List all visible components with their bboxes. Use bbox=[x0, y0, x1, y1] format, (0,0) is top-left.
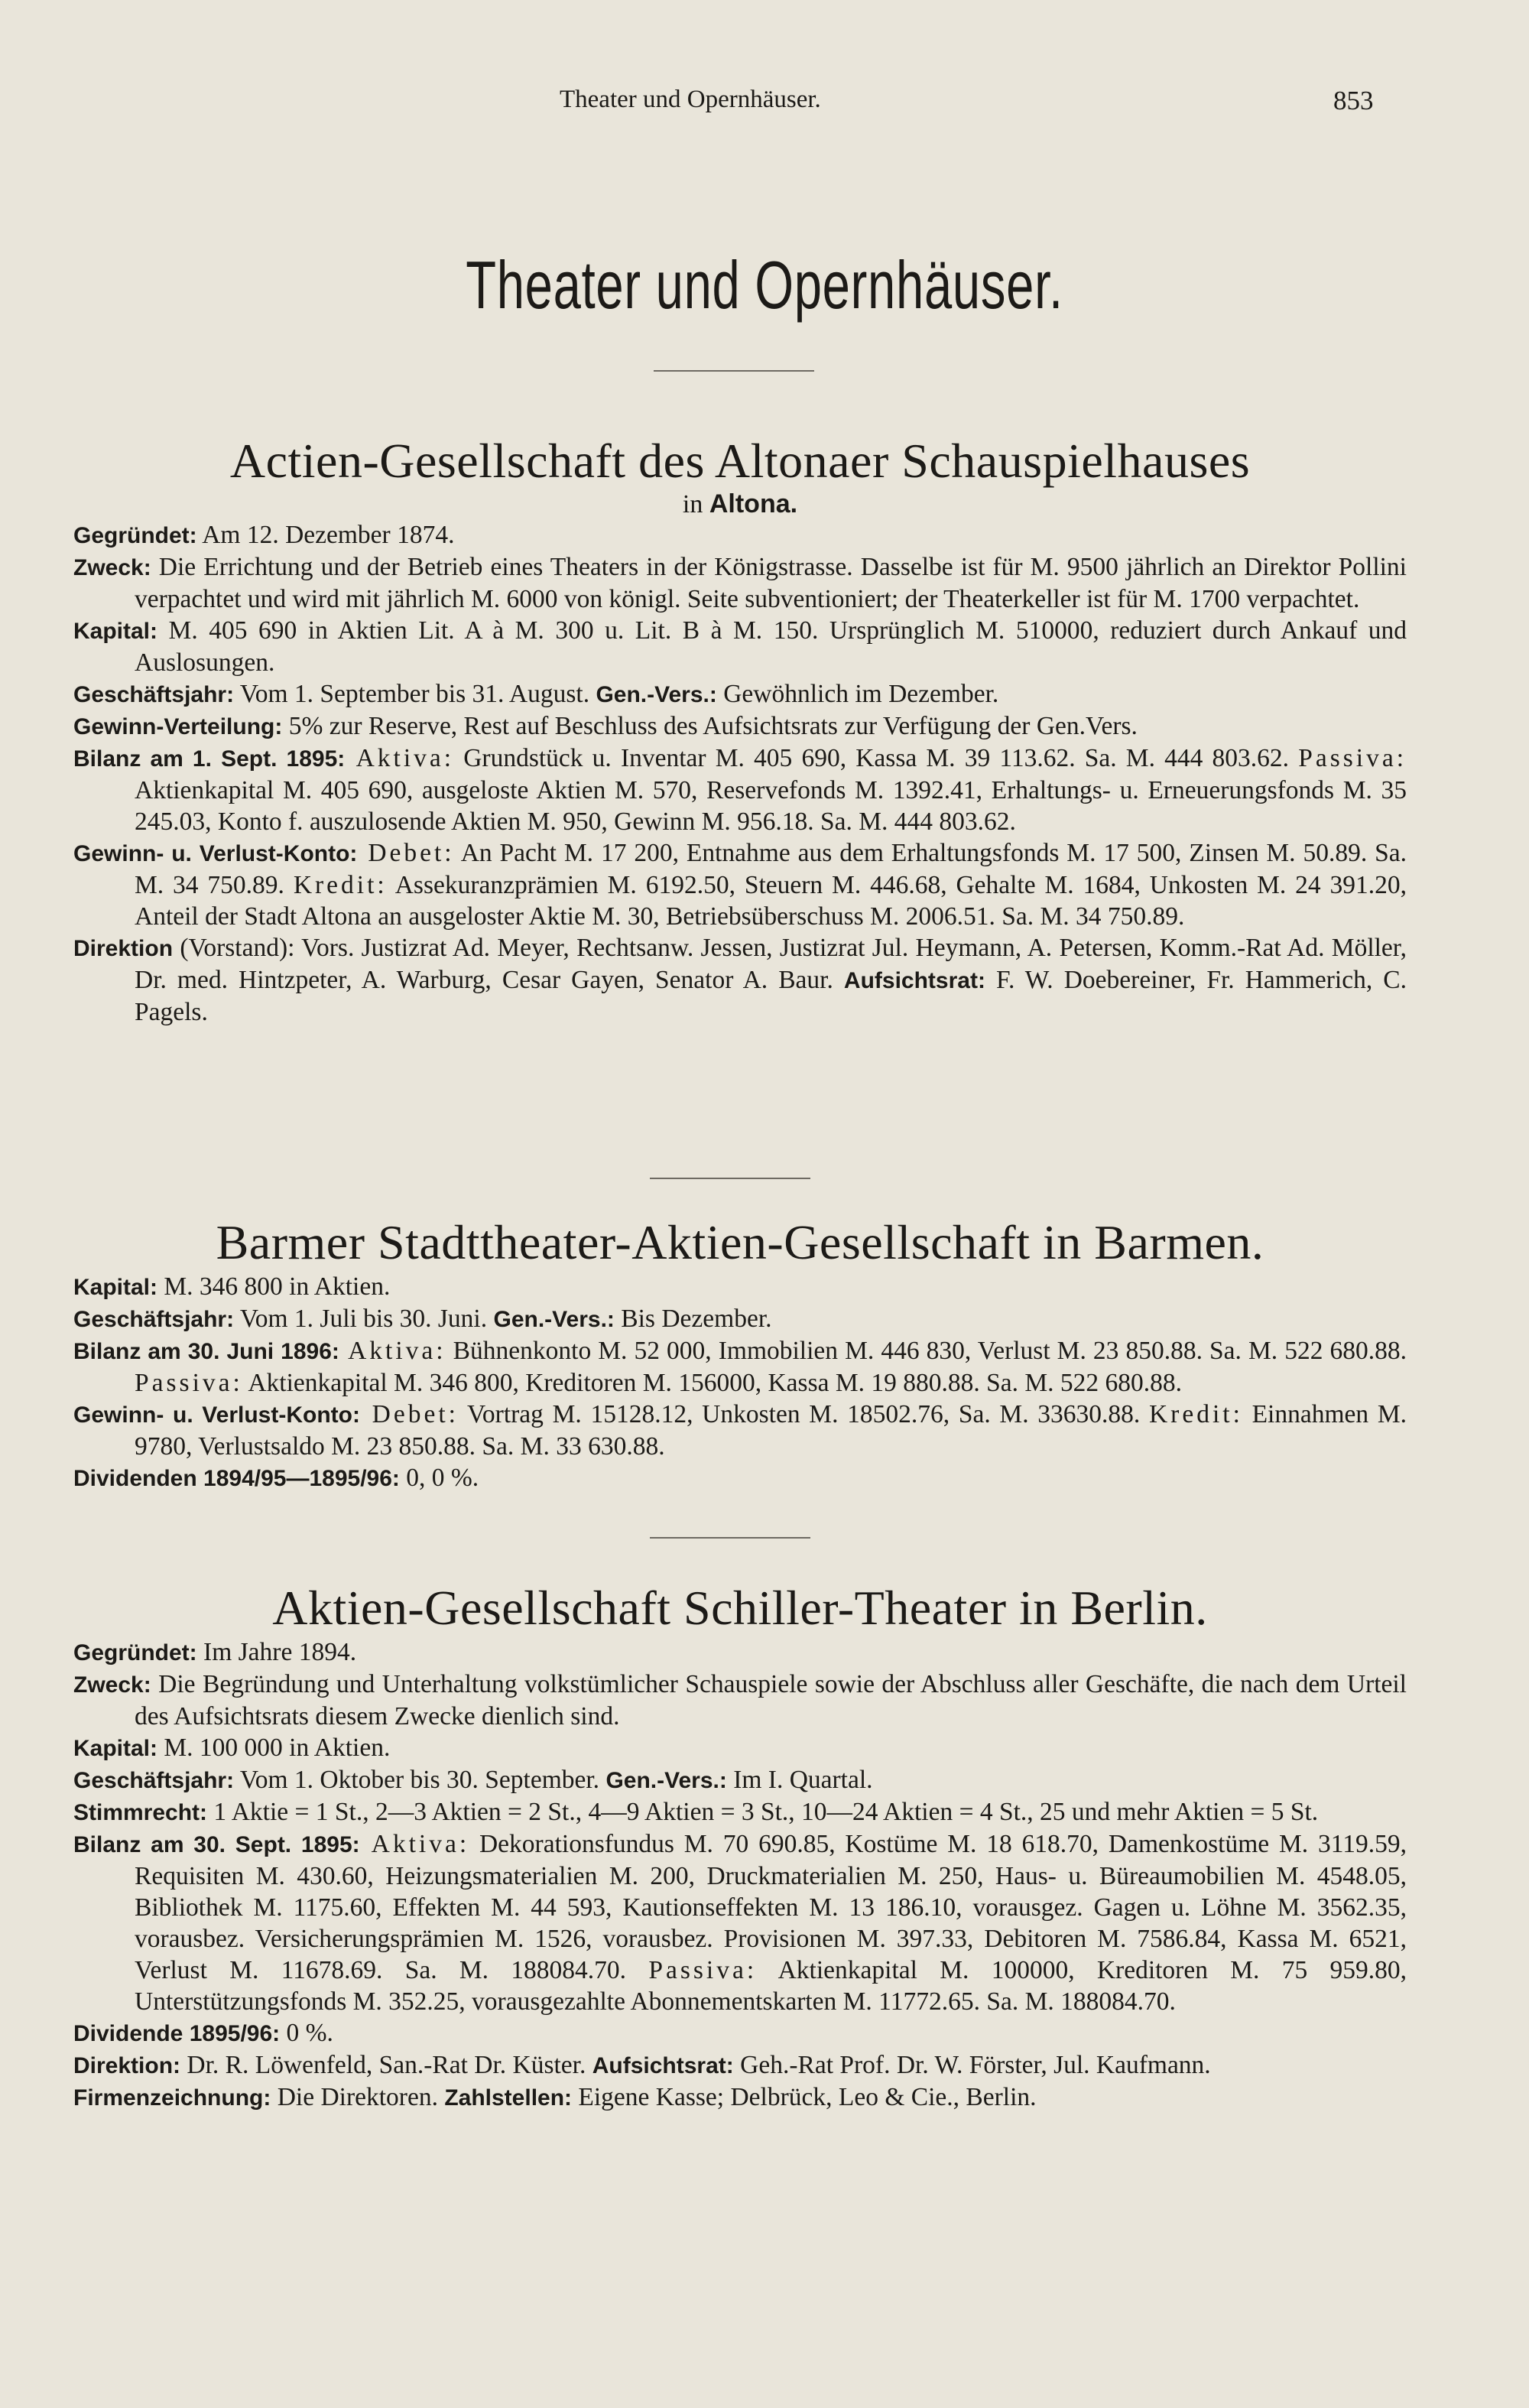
company-location: in Altona. bbox=[682, 489, 798, 518]
profit-loss-entry: Gewinn- u. Verlust-Konto: Debet: Vortrag M. 15128.12, Unkosten M. 18502.76, Sa. M. 33630.88. Kredit: Einnahmen M. 9780, Verlustsaldo M. 23 850.88. Sa. M. 33 630.88. bbox=[73, 1400, 1407, 1461]
management-entry: Direktion (Vorstand): Vors. Justizrat Ad. Meyer, Rechtsanw. Jessen, Justizrat Jul. Heymann, A. Petersen, Komm.-Rat Ad. Möller, Dr. med. Hintzpeter, A. Warburg, Cesar Gayen, Senator A. Baur. Aufsichtsrat: F. W. Doebereiner, Fr. Hammerich, C. Pagels. bbox=[73, 934, 1407, 1026]
management-entry: Direktion: Dr. R. Löwenfeld, San.-Rat Dr. Küster. Aufsichtsrat: Geh.-Rat Prof. Dr. W. Förster, Jul. Kaufmann. bbox=[73, 2051, 1211, 2079]
voting-rights-entry: Stimmrecht: 1 Aktie = 1 St., 2—3 Aktien = 2 St., 4—9 Aktien = 3 St., 10—24 Aktien = 4 St., 25 und mehr Aktien = 5 St. bbox=[73, 1798, 1319, 1826]
company-name: Barmer Stadttheater-Aktien-Gesellschaft in Barmen. bbox=[216, 1215, 1264, 1269]
founded-entry: Gegründet: Am 12. Dezember 1874. bbox=[73, 521, 455, 549]
purpose-entry: Zweck: Die Errichtung und der Betrieb eines Theaters in der Königstrasse. Dasselbe ist für M. 9500 jährlich an Direktor Pollini verpachtet und wird mit jährlich M. 6000 von königl. Seite subventioniert; der Theaterkeller ist für M. 1700 verpachtet. bbox=[73, 553, 1407, 613]
founded-entry: Gegründet: Im Jahre 1894. bbox=[73, 1638, 357, 1666]
company-entry-barmen bbox=[73, 1214, 1407, 1494]
balance-entry: Bilanz am 30. Juni 1896: Aktiva: Bühnenkonto M. 52 000, Immobilien M. 446 830, Verlust M. 23 850.88. Sa. M. 522 680.88. Passiva: Aktienkapital M. 346 800, Kreditoren M. 156000, Kassa M. 19 880.88. Sa. M. 522 680.88. bbox=[73, 1337, 1407, 1397]
capital-entry: Kapital: M. 405 690 in Aktien Lit. A à M. 300 u. Lit. B à M. 150. Ursprünglich M. 510000, reduziert durch Ankauf und Auslosungen. bbox=[73, 616, 1407, 677]
company-entry-altona bbox=[73, 433, 1407, 1028]
fiscal-year-entry: Geschäftsjahr: Vom 1. September bis 31. August. Gen.-Vers.: Gewöhnlich im Dezember. bbox=[73, 680, 999, 708]
balance-entry: Bilanz am 30. Sept. 1895: Aktiva: Dekorationsfundus M. 70 690.85, Kostüme M. 18 618.70, Damenkostüme M. 3119.59, Requisiten M. 430.60, Heizungsmaterialien M. 200, Druckmaterialien M. 250, Haus- u. Büreaumobilien M. 4548.05, Bibliothek M. 1175.60, Effekten M. 44 593, Kautionseffekten M. 13 186.10, vorausgez. Gagen u. Löhne M. 3562.35, vorausbez. Versicherungsprämien M. 1526, vorausbez. Provisionen M. 397.33, Debitoren M. 7586.84, Kassa M. 6521, Verlust M. 11678.69. Sa. M. 188084.70. Passiva: Aktienkapital M. 100000, Kreditoren M. 75 959.80, Unterstützungsfonds M. 352.25, vorausgezahlte Abonnementskarten M. 11772.65. Sa. M. 188084.70. bbox=[73, 1830, 1407, 2016]
company-entry-schiller-theater bbox=[73, 1580, 1407, 2114]
purpose-entry: Zweck: Die Begründung und Unterhaltung volkstümlicher Schauspiele sowie der Abschluss aller Geschäfte, die nach dem Urteil des Aufsichtsrats diesem Zwecke dienlich sind. bbox=[73, 1670, 1407, 1730]
running-header bbox=[0, 86, 1529, 132]
running-title: Theater und Opernhäuser. bbox=[560, 86, 821, 113]
page-title: Theater und Opernhäuser. bbox=[466, 247, 1063, 323]
dividend-entry: Dividende 1895/96: 0 %. bbox=[73, 2019, 333, 2047]
capital-entry: Kapital: M. 346 800 in Aktien. bbox=[73, 1272, 391, 1301]
company-name: Actien-Gesellschaft des Altonaer Schauspielhauses bbox=[229, 434, 1251, 488]
signature-entry: Firmenzeichnung: Die Direktoren. Zahlstellen: Eigene Kasse; Delbrück, Leo & Cie., Berlin. bbox=[73, 2083, 1037, 2111]
profit-loss-entry: Gewinn- u. Verlust-Konto: Debet: An Pacht M. 17 200, Entnahme aus dem Erhaltungsfonds M. 17 500, Zinsen M. 50.89. Sa. M. 34 750.89. Kredit: Assekuranzprämien M. 6192.50, Steuern M. 446.68, Gehalte M. 1684, Unkosten M. 24 391.20, Anteil der Stadt Altona an ausgeloster Aktie M. 30, Betriebsüberschuss M. 2006.51. Sa. M. 34 750.89. bbox=[73, 839, 1407, 931]
profit-distribution-entry: Gewinn-Verteilung: 5% zur Reserve, Rest auf Beschluss des Aufsichtsrats zur Verfügung der Gen.Vers. bbox=[73, 712, 1138, 740]
fiscal-year-entry: Geschäftsjahr: Vom 1. Oktober bis 30. September. Gen.-Vers.: Im I. Quartal. bbox=[73, 1766, 873, 1794]
company-name: Aktien-Gesellschaft Schiller-Theater in Berlin. bbox=[272, 1581, 1208, 1635]
balance-entry: Bilanz am 1. Sept. 1895: Aktiva: Grundstück u. Inventar M. 405 690, Kassa M. 39 113.62. Sa. M. 444 803.62. Passiva: Aktienkapital M. 405 690, ausgeloste Aktien M. 570, Reservefonds M. 1392.41, Erhaltungs- u. Erneuerungsfonds M. 35 245.03, Konto f. auszulosende Aktien M. 950, Gewinn M. 956.18. Sa. M. 444 803.62. bbox=[73, 744, 1407, 836]
fiscal-year-entry: Geschäftsjahr: Vom 1. Juli bis 30. Juni. Gen.-Vers.: Bis Dezember. bbox=[73, 1305, 772, 1333]
divider bbox=[654, 370, 814, 372]
dividends-entry: Dividenden 1894/95—1895/96: 0, 0 %. bbox=[73, 1464, 479, 1492]
divider bbox=[650, 1537, 810, 1539]
divider bbox=[650, 1178, 810, 1179]
capital-entry: Kapital: M. 100 000 in Aktien. bbox=[73, 1734, 391, 1762]
page-number: 853 bbox=[1333, 86, 1374, 115]
